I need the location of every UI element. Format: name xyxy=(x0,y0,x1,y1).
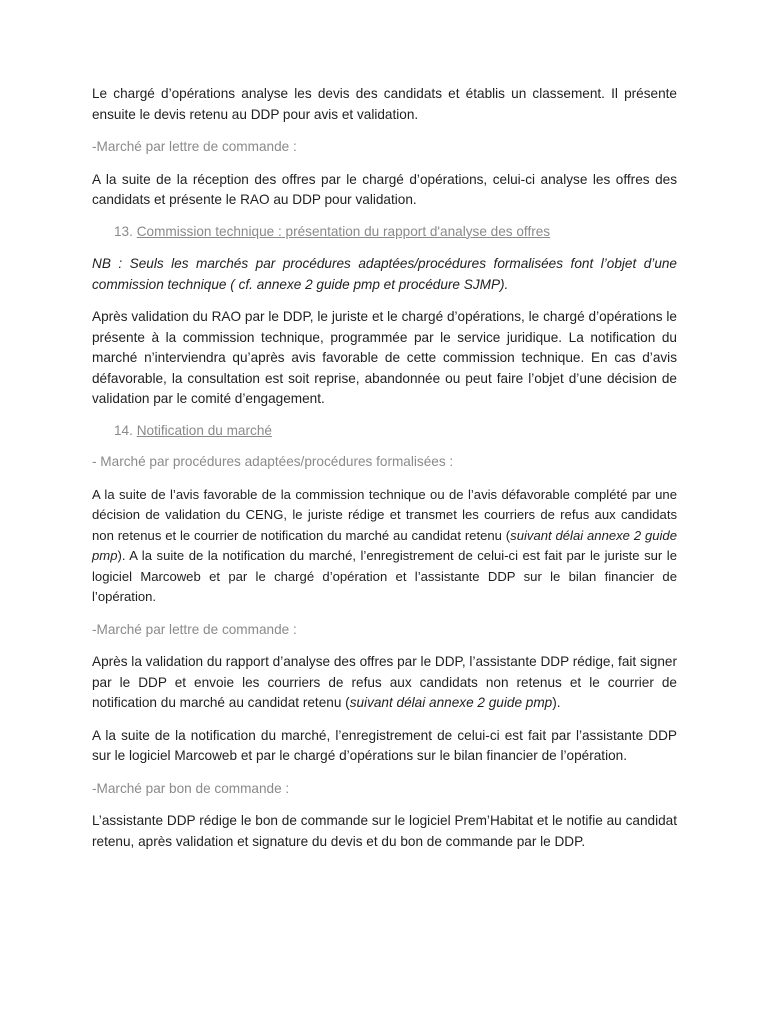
paragraph-validation-rapport-part1: Après la validation du rapport d’analyse des offres par le DDP, l’assistante DDP rédige, fait signer par le DDP et envoie les courriers de refus aux candidats non retenus et le courrier de notification du marché au candidat retenu ( xyxy=(92,654,677,710)
document-body xyxy=(92,84,677,852)
section-heading-14 xyxy=(92,421,677,442)
subheading-bon-commande: -Marché par bon de commande : xyxy=(92,780,290,796)
section-title-14: Notification du marché xyxy=(136,422,272,438)
paragraph-enregistrement-marcoweb: A la suite de la notification du marché, l’enregistrement de celui-ci est fait par l’assistante DDP sur le logiciel Marcoweb et par le chargé d’opérations sur le bilan financier de l’opération. xyxy=(92,727,677,763)
paragraph-devis-analysis: Le chargé d’opérations analyse les devis des candidats et établis un classement. Il présente ensuite le devis retenu au DDP pour avis et validation. xyxy=(92,86,677,122)
section-heading-13 xyxy=(92,222,677,243)
paragraph-bon-commande: L’assistante DDP rédige le bon de commande sur le logiciel Prem’Habitat et le notifie au candidat retenu, après validation et signature du devis et du bon de commande par le DDP. xyxy=(92,813,677,849)
paragraph-commission-technique: Après validation du RAO par le DDP, le juriste et le chargé d’opérations, le chargé d’opérations le présente à la commission technique, programmée par le service juridique. La notification du marché n’interviendra qu’après avis favorable de cette commission technique. En cas d’avis défavorable, la consultation est soit reprise, abandonnée ou peut faire l’objet d’une décision de validation par le comité d’engagement. xyxy=(92,309,677,406)
paragraph-validation-rapport-ref: suivant délai annexe 2 guide pmp xyxy=(349,695,553,710)
nb-note xyxy=(92,254,677,295)
paragraph-reception-offres: A la suite de la réception des offres par le chargé d’opérations, celui-ci analyse les offres des candidats et présente le RAO au DDP pour validation. xyxy=(92,171,677,207)
paragraph-notification-procedures-part2: ). A la suite de la notification du marché, l’enregistrement de celui-ci est fait par le juriste sur le logiciel Marcoweb et par le chargé d’opération et l’assistante DDP sur le bilan financier de l’opération. xyxy=(92,548,677,604)
paragraph-validation-rapport xyxy=(92,652,677,714)
section-number-14: 14. xyxy=(114,422,133,438)
section-title-13: Commission technique : présentation du rapport d'analyse des offres xyxy=(136,223,551,239)
nb-note-text: NB : Seuls les marchés par procédures adaptées/procédures formalisées font l’objet d’une commission technique ( cf. annexe 2 guide pmp et procédure SJMP). xyxy=(92,256,677,292)
paragraph-validation-rapport-part2: ). xyxy=(552,695,561,710)
subheading-lettre-commande: -Marché par lettre de commande : xyxy=(92,139,297,154)
paragraph-notification-procedures-ref: suivant délai annexe 2 guide pmp xyxy=(92,527,677,563)
paragraph-notification-procedures-part1: A la suite de l’avis favorable de la commission technique ou de l’avis défavorable complété par une décision de validation du CENG, le juriste rédige et transmet les courriers de refus aux candidats non retenus et le courrier de notification du marché au candidat retenu ( xyxy=(92,486,677,543)
subheading-lettre-commande-2: -Marché par lettre de commande : xyxy=(92,621,297,637)
subheading-procedures-adaptees: - Marché par procédures adaptées/procédures formalisées : xyxy=(92,454,454,469)
paragraph-notification-procedures xyxy=(92,485,677,608)
section-number-13: 13. xyxy=(114,223,133,239)
